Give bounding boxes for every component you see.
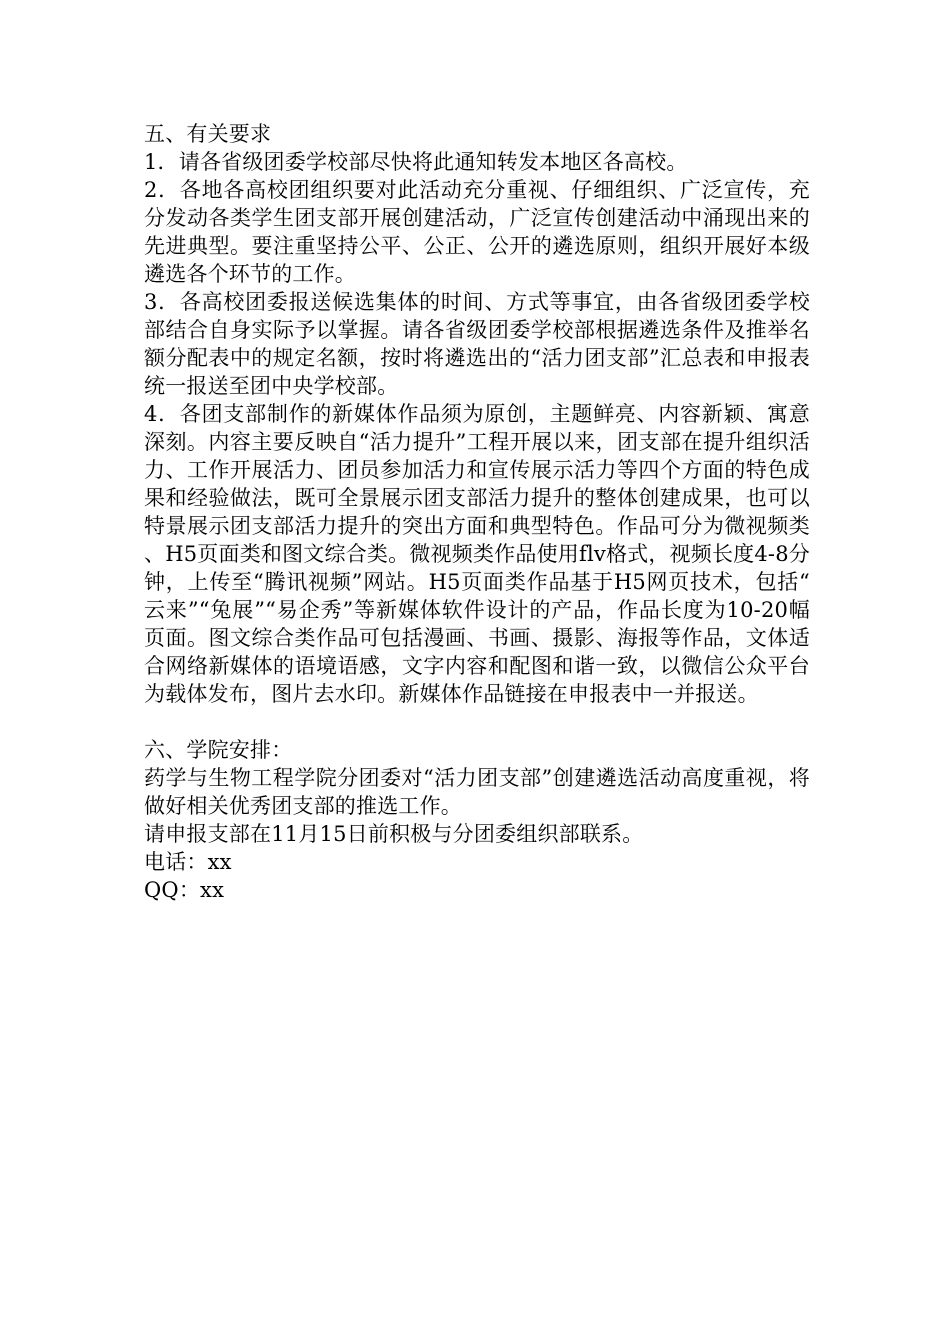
application-deadline-paragraph: 请申报支部在11月15日前积极与分团委组织部联系。: [144, 822, 644, 846]
document-body: [144, 120, 810, 904]
requirement-item-2: 2．各地各高校团组织要对此活动充分重视、仔细组织、广泛宣传，充分发动各类学生团支部开展创建活动，广泛宣传创建活动中涌现出来的先进典型。要注重坚持公平、公正、公开的遴选原则，组织开展好本级遴选各个环节的工作。: [144, 178, 810, 286]
requirement-item-3: 3．各高校团委报送候选集体的时间、方式等事宜，由各省级团委学校部结合自身实际予以掌握。请各省级团委学校部根据遴选条件及推举名额分配表中的规定名额，按时将遴选出的“活力团支部”汇总表和申报表统一报送至团中央学校部。: [144, 290, 810, 398]
section-6-heading: 六、学院安排：: [144, 738, 293, 762]
contact-qq: QQ：xx: [144, 878, 225, 902]
requirement-item-1: 1．请各省级团委学校部尽快将此通知转发本地区各高校。: [144, 150, 688, 174]
section-spacer: [144, 708, 810, 736]
section-5-heading: 五、有关要求: [144, 122, 272, 146]
contact-phone: 电话：xx: [144, 850, 232, 874]
college-arrangement-paragraph: 药学与生物工程学院分团委对“活力团支部”创建遴选活动高度重视，将做好相关优秀团支部的推选工作。: [144, 766, 810, 818]
requirement-item-4: 4．各团支部制作的新媒体作品须为原创，主题鲜亮、内容新颖、寓意深刻。内容主要反映自“活力提升”工程开展以来，团支部在提升组织活力、工作开展活力、团员参加活力和宣传展示活力等四个方面的特色成果和经验做法，既可全景展示团支部活力提升的整体创建成果，也可以特景展示团支部活力提升的突出方面和典型特色。作品可分为微视频类、H5页面类和图文综合类。微视频类作品使用flv格式，视频长度4-8分钟，上传至“腾讯视频”网站。H5页面类作品基于H5网页技术，包括“云来”“兔展”“易企秀”等新媒体软件设计的产品，作品长度为10-20幅页面。图文综合类作品可包括漫画、书画、摄影、海报等作品，文体适合网络新媒体的语境语感，文字内容和配图和谐一致，以微信公众平台为载体发布，图片去水印。新媒体作品链接在申报表中一并报送。: [144, 402, 810, 706]
